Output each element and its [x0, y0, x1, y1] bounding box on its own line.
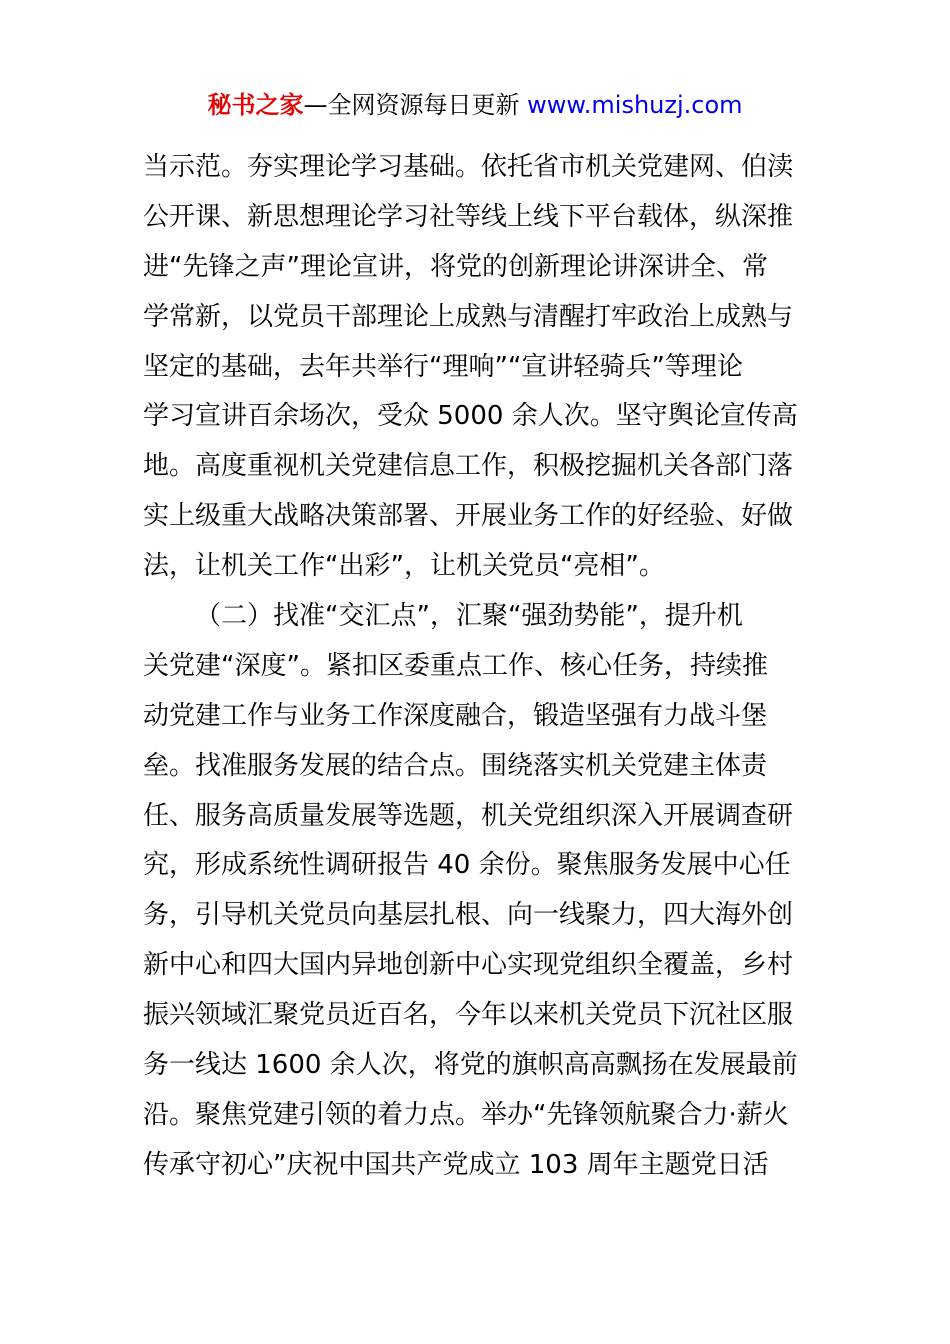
text-line: 务一线达 1600 余人次，将党的旗帜高高飘扬在发展最前	[143, 1050, 798, 1081]
text-line: 务，引导机关党员向基层扎根、向一线聚力，四大海外创	[143, 900, 794, 931]
section-heading-line: （二）找准“交汇点”，汇聚“强劲势能”，提升机	[195, 601, 743, 632]
text-line: 当示范。夯实理论学习基础。依托省市机关党建网、伯渎	[143, 152, 794, 182]
site-url-link[interactable]: www.mishuzj.com	[527, 91, 743, 119]
text-line: 振兴领域汇聚党员近百名，今年以来机关党员下沉社区服	[143, 1000, 794, 1031]
text-line: 学常新，以党员干部理论上成熟与清醒打牢政治上成熟与	[143, 301, 794, 332]
text-line: 法，让机关工作“出彩”，让机关党员“亮相”。	[143, 551, 665, 582]
site-tagline: —全网资源每日更新	[303, 91, 528, 119]
text-line: 关党建“深度”。紧扣区委重点工作、核心任务，持续推	[143, 650, 768, 681]
text-line: 实上级重大战略决策部署、开展业务工作的好经验、好做	[143, 501, 794, 532]
text-line: 坚定的基础，去年共举行“理响”“宣讲轻骑兵”等理论	[143, 351, 743, 382]
site-brand: 秘书之家	[207, 91, 304, 119]
text-line: 新中心和四大国内异地创新中心实现党组织全覆盖，乡村	[143, 950, 794, 981]
site-header	[0, 88, 950, 122]
text-line: 沿。聚焦党建引领的着力点。举办“先锋领航聚合力·薪火	[143, 1099, 789, 1130]
text-line: 任、服务高质量发展等选题，机关党组织深入开展调查研	[143, 800, 794, 831]
text-line: 进“先锋之声”理论宣讲，将党的创新理论讲深讲全、常	[143, 251, 768, 282]
text-line: 动党建工作与业务工作深度融合，锻造坚强有力战斗堡	[143, 700, 768, 731]
text-line: 传承守初心”庆祝中国共产党成立 103 周年主题党日活	[143, 1149, 769, 1180]
text-line: 垒。找准服务发展的结合点。围绕落实机关党建主体责	[143, 750, 768, 781]
text-line: 究，形成系统性调研报告 40 余份。聚焦服务发展中心任	[143, 850, 791, 881]
text-line: 地。高度重视机关党建信息工作，积极挖掘机关各部门落	[143, 451, 794, 482]
text-line: 学习宣讲百余场次，受众 5000 余人次。坚守舆论宣传高	[143, 401, 798, 432]
text-line: 公开课、新思想理论学习社等线上线下平台载体，纵深推	[143, 201, 794, 232]
document-body	[143, 146, 810, 1194]
